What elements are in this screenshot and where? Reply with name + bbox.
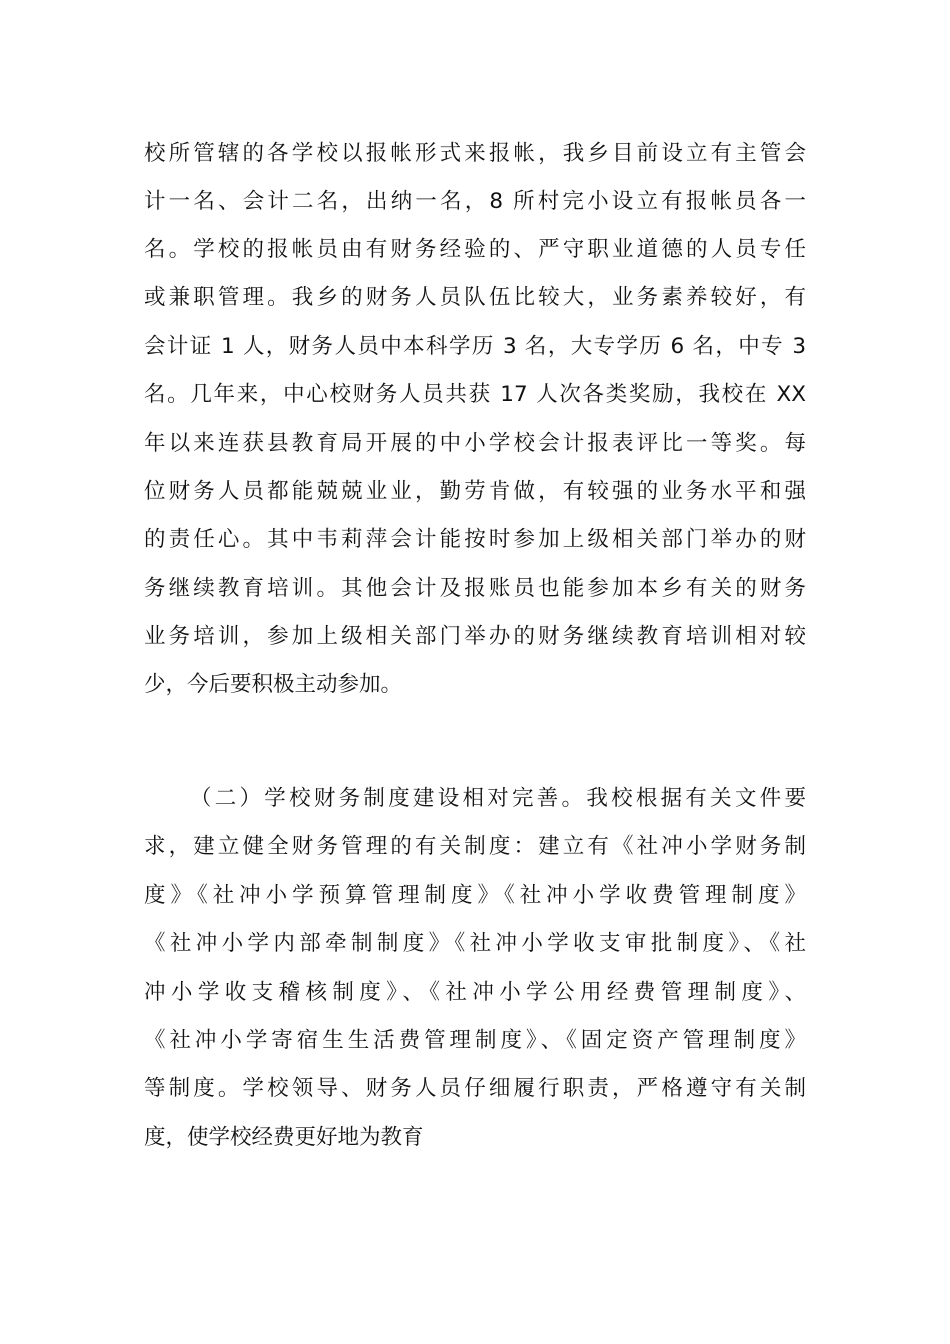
paragraph-1-line-4: 或兼职管理。我乡的财务人员队伍比较大，业务素养较好，有 <box>144 285 806 310</box>
paragraph-2-line-5: 冲小学收支稽核制度》、《社冲小学公用经费管理制度》、 <box>144 980 806 1005</box>
paragraph-1-line-5: 会计证 1 人，财务人员中本科学历 3 名，大专学历 6 名，中专 3 <box>144 334 806 359</box>
paragraph-1-line-6: 名。几年来，中心校财务人员共获 17 人次各类奖励，我校在 XX <box>144 382 806 407</box>
paragraph-2-line-7: 等制度。学校领导、财务人员仔细履行职责，严格遵守有关制 <box>144 1076 806 1101</box>
paragraph-1-line-1: 校所管辖的各学校以报帐形式来报帐，我乡目前设立有主管会 <box>144 141 806 166</box>
paragraph-1-line-11: 业务培训，参加上级相关部门举办的财务继续教育培训相对较 <box>144 624 806 649</box>
paragraph-2-line-4: 《社冲小学内部牵制制度》《社冲小学收支审批制度》、《社 <box>144 931 806 956</box>
paragraph-1-line-8: 位财务人员都能兢兢业业，勤劳肯做，有较强的业务水平和强 <box>144 479 806 504</box>
paragraph-2-line-3: 度》《社冲小学预算管理制度》《社冲小学收费管理制度》 <box>144 883 806 908</box>
paragraph-1-line-7: 年以来连获县教育局开展的中小学校会计报表评比一等奖。每 <box>144 431 806 456</box>
paragraph-1-line-9: 的责任心。其中韦莉萍会计能按时参加上级相关部门举办的财 <box>144 527 806 552</box>
paragraph-2-line-6: 《社冲小学寄宿生生活费管理制度》、《固定资产管理制度》 <box>144 1028 806 1053</box>
paragraph-1-line-10: 务继续教育培训。其他会计及报账员也能参加本乡有关的财务 <box>144 576 806 601</box>
paragraph-1-line-12: 少，今后要积极主动参加。 <box>144 672 403 697</box>
paragraph-2-line-1: （二）学校财务制度建设相对完善。我校根据有关文件要 <box>190 786 806 811</box>
paragraph-2-line-8: 度，使学校经费更好地为教育 <box>144 1125 424 1150</box>
paragraph-2-line-2: 求，建立健全财务管理的有关制度：建立有《社冲小学财务制 <box>144 834 806 859</box>
paragraph-1-line-3: 名。学校的报帐员由有财务经验的、严守职业道德的人员专任 <box>144 237 806 262</box>
paragraph-1-line-2: 计一名、会计二名，出纳一名，8 所村完小设立有报帐员各一 <box>144 189 806 214</box>
